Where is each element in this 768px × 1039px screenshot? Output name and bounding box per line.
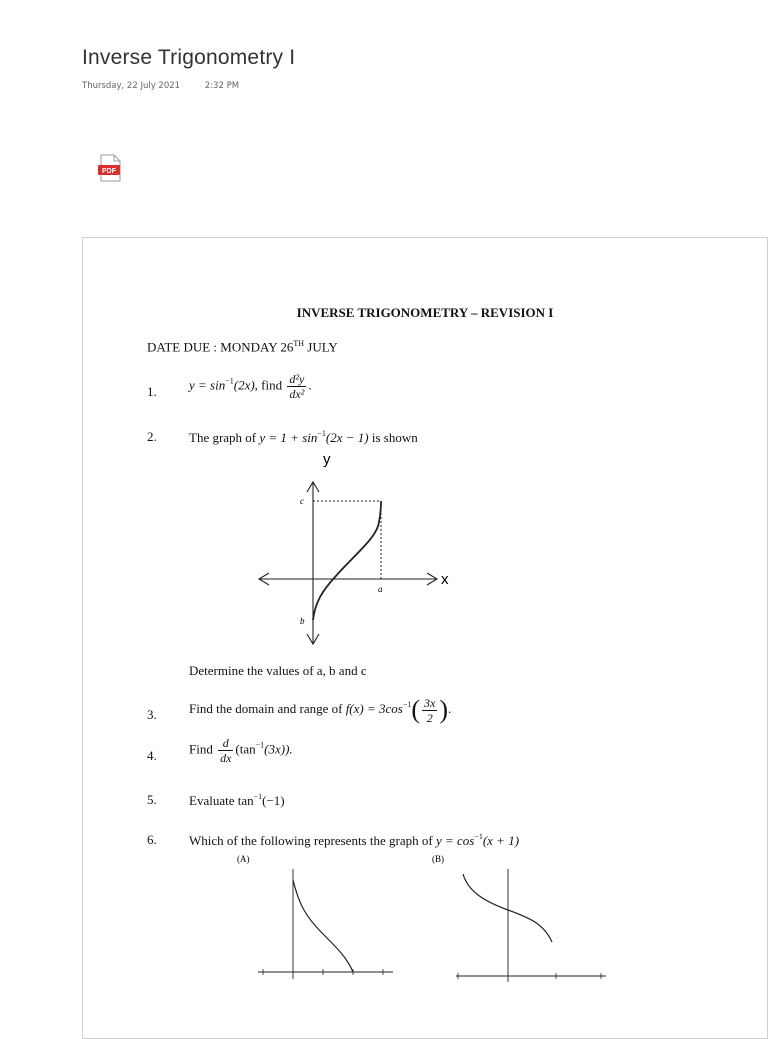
option-b-curve xyxy=(463,874,552,942)
q4-sup: −1 xyxy=(255,740,265,750)
question-number-3: 3. xyxy=(147,707,157,722)
date-due xyxy=(147,339,338,355)
q2-expr: y = 1 + sin xyxy=(259,430,318,445)
date-due-sup: TH xyxy=(293,339,305,348)
q1-sup: −1 xyxy=(225,376,234,386)
q4-frac-den: dx xyxy=(220,751,232,765)
question-2-graph xyxy=(253,452,453,652)
pdf-icon-label: PDF xyxy=(102,168,116,175)
q2-sup: −1 xyxy=(317,429,326,438)
q3-sup: −1 xyxy=(402,699,412,709)
date-due-suffix: JULY xyxy=(304,339,338,355)
question-3: Find the domain and range of $f(x) = 3\cos^{-1}$( $\frac{3x}{2}$ ). xyxy=(189,695,452,725)
note-title: Inverse Trigonometry I xyxy=(82,46,296,69)
question-6 xyxy=(189,832,519,849)
arcsine-curve xyxy=(313,501,381,620)
q1-frac-num: d²y xyxy=(289,372,305,386)
q2-pre: The graph of xyxy=(189,430,260,445)
q3-expr: f(x) = 3cos xyxy=(345,700,403,716)
option-a-curve xyxy=(293,880,353,972)
question-number-6: 6. xyxy=(147,832,157,847)
q6-pre: Which of the following represents the graph of xyxy=(189,833,436,848)
question-number-4: 4. xyxy=(147,748,157,763)
document-heading: INVERSE TRIGONOMETRY – REVISION I xyxy=(296,305,554,320)
question-2-follow-up: Determine the values of a, b and c xyxy=(189,663,367,678)
option-b-graph xyxy=(432,854,606,994)
graph-x-label: x xyxy=(441,571,449,588)
option-a-label: (A) xyxy=(237,854,250,864)
q3-fraction xyxy=(422,696,437,725)
graph-a-label: a xyxy=(378,584,383,594)
q3-frac-num: 3x xyxy=(424,695,436,710)
graph-b-label: b xyxy=(300,616,305,626)
q6-arg: (x + 1) xyxy=(482,833,520,848)
q1-frac-den: dx² xyxy=(289,387,305,401)
q3-frac-den: 2 xyxy=(426,710,433,725)
q4-fraction xyxy=(218,736,233,765)
q3-pre: Find the domain and range of xyxy=(189,700,346,716)
question-number-2: 2. xyxy=(147,429,157,444)
option-b-label: (B) xyxy=(432,854,444,864)
option-a-graph xyxy=(237,854,403,994)
q3-end: . xyxy=(448,700,452,716)
q5-expr: tan xyxy=(237,793,254,808)
note-date: Thursday, 22 July 2021 xyxy=(82,81,181,91)
q5-pre: Evaluate xyxy=(189,793,238,808)
q1-arg: (2x) xyxy=(233,377,255,393)
q4-expr: (tan xyxy=(235,741,256,757)
graph-c-label: c xyxy=(300,496,304,506)
q1-lhs: y = sin xyxy=(189,377,226,393)
question-number-1: 1. xyxy=(147,384,157,399)
question-4 xyxy=(189,736,293,765)
q1-fraction xyxy=(287,372,306,401)
question-1 xyxy=(189,372,312,401)
pdf-attachment-icon[interactable] xyxy=(98,154,122,182)
q2-post: is shown xyxy=(368,430,418,445)
q5-arg: (−1) xyxy=(262,793,285,808)
note-time: 2:32 PM xyxy=(204,81,240,91)
q1-end: . xyxy=(308,377,312,393)
q4-frac-num: d xyxy=(218,736,233,751)
graph-y-label: y xyxy=(323,451,331,468)
q5-sup: −1 xyxy=(253,792,263,801)
q2-arg: (2x − 1) xyxy=(325,430,369,445)
q6-expr: y = cos xyxy=(435,833,475,848)
question-2 xyxy=(189,429,418,446)
note-timestamp xyxy=(82,81,239,91)
q4-arg: (3x)). xyxy=(264,741,293,757)
question-5 xyxy=(189,792,285,809)
q4-pre: Find xyxy=(189,741,217,757)
question-number-5: 5. xyxy=(147,792,157,807)
pdf-page xyxy=(82,237,768,1039)
q1-mid: , find xyxy=(254,377,283,393)
date-due-prefix: DATE DUE : MONDAY 26 xyxy=(147,339,294,355)
q6-sup: −1 xyxy=(474,832,483,841)
